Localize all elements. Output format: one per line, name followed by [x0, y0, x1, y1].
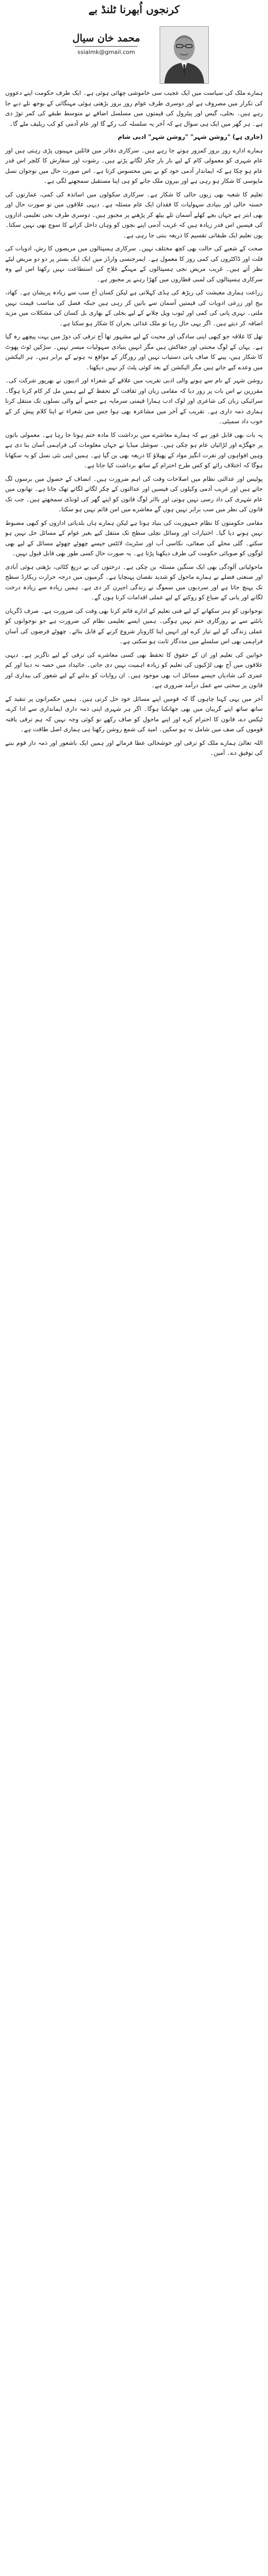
article-paragraph: اللہ تعالیٰ ہمارے ملک کو ترقی اور خوشحالی عطا فرمائے اور ہمیں ایک باشعور اور ذمہ دار قوم بننے کی توفیق دے۔ آمین۔: [5, 739, 263, 756]
article-body: [5, 88, 263, 758]
column-header: [5, 0, 263, 24]
divider: [75, 46, 138, 47]
article-paragraph: تعلیم کا شعبہ بھی زبوں حالی کا شکار ہے۔ سرکاری سکولوں میں اساتذہ کی کمی، عمارتوں کی خستہ حالی اور بنیادی سہولیات کا فقدان ایک عام مسئلہ ہے۔ دیہی علاقوں میں تو صورت حال اور بھی ابتر ہے جہاں بچے کھلے آسمان تلے بیٹھ کر پڑھنے پر مجبور ہیں۔ دوسری طرف نجی تعلیمی اداروں کی فیسیں اس قدر زیادہ ہیں کہ غریب آدمی اپنے بچوں کو وہاں داخل کرانے کا سوچ بھی نہیں سکتا۔ یوں تعلیم ایک طبقاتی تقسیم کا ذریعہ بنتی جا رہی ہے۔: [5, 190, 263, 239]
article-paragraph: آخر میں یہی کہنا چاہوں گا کہ قومیں اپنے مسائل خود حل کرتی ہیں۔ ہمیں حکمرانوں پر تنقید کے ساتھ ساتھ اپنے گریبان میں بھی جھانکنا ہوگا۔ اگر ہر شہری اپنی ذمہ داری ایمانداری سے ادا کرے، ٹیکس دے، قانون کا احترام کرے اور اپنے ماحول کو صاف رکھے تو کوئی وجہ نہیں کہ ہم ترقی یافتہ قوموں کی صف میں شامل نہ ہو سکیں۔ امید کی شمع روشن رکھنا ہی ہماری اصل طاقت ہے۔: [5, 695, 263, 733]
author-email[interactable]: ssialmk@gmail.com: [77, 49, 135, 56]
article-paragraph: پولیس اور عدالتی نظام میں اصلاحات وقت کی اہم ضرورت ہیں۔ انصاف کے حصول میں برسوں لگ جاتے ہیں اور غریب آدمی وکیلوں کی فیسیں اور عدالتوں کے چکر لگاتے لگاتے تھک جاتا ہے۔ تھانوں میں عام شہری کی داد رسی نہیں ہوتی اور بااثر لوگ قانون کو اپنے گھر کی لونڈی سمجھتے ہیں۔ جب تک قانون کی نظر میں سب برابر نہیں ہوں گے معاشرے میں امن قائم نہیں ہو سکتا۔: [5, 475, 263, 513]
article-paragraph: مقامی حکومتوں کا نظام جمہوریت کی بنیاد ہوتا ہے لیکن ہمارے ہاں بلدیاتی اداروں کو کبھی مضبوط نہیں ہونے دیا گیا۔ اختیارات اور وسائل نچلی سطح تک منتقل کیے بغیر عوام کے مسائل حل نہیں ہو سکتے۔ گلی محلے کی صفائی، نکاسی آب اور سٹریٹ لائٹس جیسے چھوٹے چھوٹے مسائل کے لیے بھی لوگوں کو صوبائی حکومت کی طرف دیکھنا پڑتا ہے۔ یہ صورت حال کسی طور بھی قابل قبول نہیں۔: [5, 519, 263, 557]
article-paragraph: زراعت ہماری معیشت کی ریڑھ کی ہڈی کہلاتی ہے لیکن کسان آج سب سے زیادہ پریشان ہے۔ کھاد، بیج اور زرعی ادویات کی قیمتیں آسمان سے باتیں کر رہی ہیں جبکہ فصل کی مناسب قیمت نہیں ملتی۔ نہری پانی کی کمی اور ٹیوب ویل چلانے کے لیے بجلی کے بھاری بل کسان کی مشکلات میں مزید اضافہ کر دیتے ہیں۔ اگر یہی حال رہا تو ملک غذائی بحران کا شکار ہو سکتا ہے۔: [5, 289, 263, 327]
article-paragraph: صحت کے شعبے کی حالت بھی کچھ مختلف نہیں۔ سرکاری ہسپتالوں میں مریضوں کا رش، ادویات کی قلت اور ڈاکٹروں کی کمی روز کا معمول ہے۔ ایمرجنسی وارڈز میں ایک ایک بستر پر دو دو مریض لیٹے نظر آتے ہیں۔ غریب مریض نجی ہسپتالوں کے مہنگے علاج کی استطاعت نہیں رکھتا اس لیے وہ سرکاری ہسپتالوں کی لمبی قطاروں میں کھڑا رہنے پر مجبور ہے۔: [5, 245, 263, 283]
article-paragraph: روشن شہر کے نام سے ہونے والی ادبی تقریب میں علاقے کے شعراء اور ادیبوں نے بھرپور شرکت کی۔ مقررین نے اس بات پر زور دیا کہ مقامی زبان اور ثقافت کے تحفظ کے لیے ہمیں مل کر کام کرنا ہوگا۔ سرائیکی زبان کی شاعری اور لوک ادب ہمارا قیمتی سرمایہ ہے جسے آنے والی نسلوں تک منتقل کرنا ہماری ذمہ داری ہے۔ تقریب کے آخر میں مشاعرہ بھی ہوا جس میں شعراء نے اپنا کلام پیش کر کے خوب داد سمیٹی۔: [5, 377, 263, 425]
article-paragraph: یہ بات بھی قابل غور ہے کہ ہمارے معاشرے میں برداشت کا مادہ ختم ہوتا جا رہا ہے۔ معمولی باتوں پر جھگڑے اور لڑائیاں عام ہو چکی ہیں۔ سوشل میڈیا نے جہاں معلومات کی فراہمی آسان بنا دی ہے وہیں افواہوں اور نفرت انگیز مواد کے پھیلاؤ کا ذریعہ بھی بن گیا ہے۔ ہمیں اپنی نئی نسل کو یہ سکھانا ہوگا کہ اختلاف رائے کو کس طرح احترام کے ساتھ برداشت کیا جاتا ہے۔: [5, 431, 263, 469]
article-paragraph: ماحولیاتی آلودگی بھی ایک سنگین مسئلہ بن چکی ہے۔ درختوں کی بے دریغ کٹائی، بڑھتی ہوئی آبادی اور صنعتی فضلے نے ہمارے ماحول کو شدید نقصان پہنچایا ہے۔ گرمیوں میں درجہ حرارت ریکارڈ سطح تک پہنچ جاتا ہے اور سردیوں میں سموگ نے زندگی اجیرن کر دی ہے۔ ہمیں زیادہ سے زیادہ درخت لگانے اور پانی کے ضیاع کو روکنے کے لیے عملی اقدامات کرنا ہوں گے۔: [5, 563, 263, 601]
author-byline: [5, 26, 263, 88]
column-title: کرنجوں اُبھرنا ٹلنڈ بے: [88, 3, 180, 16]
article-paragraph: نوجوانوں کو ہنر سکھانے کے لیے فنی تعلیم کے ادارے قائم کرنا بھی وقت کی ضرورت ہے۔ صرف ڈگریاں بانٹنے سے بے روزگاری ختم نہیں ہوگی۔ ہمیں ایسے تعلیمی نظام کی ضرورت ہے جو نوجوانوں کو عملی زندگی کے لیے تیار کرے اور انہیں اپنا کاروبار شروع کرنے کے قابل بنائے۔ چھوٹے قرضوں کی آسان فراہمی بھی اس سلسلے میں مددگار ثابت ہو سکتی ہے۔: [5, 607, 263, 645]
article-paragraph: خواتین کی تعلیم اور ان کے حقوق کا تحفظ بھی کسی معاشرے کی ترقی کے لیے ناگزیر ہے۔ دیہی علاقوں میں آج بھی لڑکیوں کی تعلیم کو زیادہ اہمیت نہیں دی جاتی۔ جائیداد میں حصہ نہ دینا اور کم عمری کی شادیاں جیسے مسائل اب بھی موجود ہیں۔ ان روایات کو بدلنے کے لیے شعور کی بیداری اور قانون پر سختی سے عمل درآمد ضروری ہے۔: [5, 651, 263, 689]
article-paragraph: ہمارے ملک کی سیاست میں ایک عجیب سی خاموشی چھائی ہوئی ہے۔ ایک طرف حکومت اپنے دعووں کی تکرار میں مصروف ہے اور دوسری طرف عوام روز بروز بڑھتی ہوئی مہنگائی کے بوجھ تلے دبے جا رہے ہیں۔ بجلی، گیس اور پیٹرول کی قیمتوں میں مسلسل اضافے نے متوسط طبقے کی کمر توڑ دی ہے۔ ہر گھر میں ایک ہی سوال ہے کہ آخر یہ سلسلہ کب رکے گا اور عام آدمی کو کب ریلیف ملے گا۔: [5, 89, 263, 127]
author-portrait-image: [160, 27, 208, 83]
article-paragraph: تھل کا علاقہ جو کبھی اپنی سادگی اور محبت کے لیے مشہور تھا آج ترقی کی دوڑ میں بہت پیچھے رہ گیا ہے۔ یہاں کے لوگ محنتی اور جفاکش ہیں مگر انہیں بنیادی سہولیات میسر نہیں۔ سڑکیں ٹوٹ پھوٹ کا شکار ہیں، پینے کا صاف پانی دستیاب نہیں اور روزگار کے مواقع نہ ہونے کے برابر ہیں۔ ہر الیکشن میں وعدے کیے جاتے ہیں مگر الیکشن کے بعد کوئی پلٹ کر نہیں دیکھتا۔: [5, 333, 263, 371]
article-paragraph: (جاری ہے) "روشن شہر" "روشن شہر" ادبی شام: [118, 133, 263, 140]
author-name: محمد خان سیال: [72, 32, 140, 44]
author-info: [59, 26, 153, 56]
author-photo: [160, 26, 209, 84]
article-paragraph: ہمارے ادارے روز بروز کمزور ہوتے جا رہے ہیں۔ سرکاری دفاتر میں فائلیں مہینوں پڑی رہتی ہیں اور عام شہری کو معمولی کام کے لیے بار بار چکر لگانے پڑتے ہیں۔ رشوت اور سفارش کا کلچر اس قدر عام ہو چکا ہے کہ ایماندار آدمی خود کو بے بس محسوس کرتا ہے۔ اس صورت حال میں نوجوان نسل مایوسی کا شکار ہو رہی ہے اور بیرون ملک جانے کو ہی اپنا مستقبل سمجھنے لگی ہے۔: [5, 146, 263, 184]
